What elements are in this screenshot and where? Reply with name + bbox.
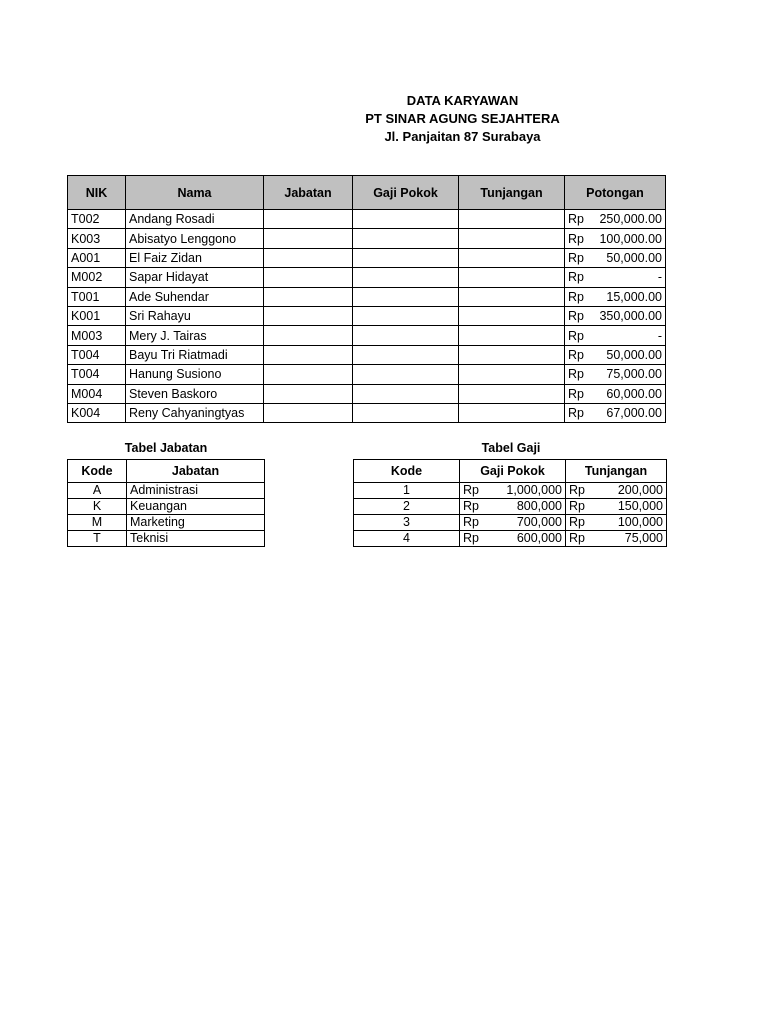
jabatan-cell — [264, 210, 353, 229]
currency-label: Rp — [463, 499, 479, 513]
nik-cell: T002 — [68, 210, 126, 229]
potongan-value — [568, 210, 662, 228]
jabatan-cell — [264, 306, 353, 325]
jabatan-cell — [264, 345, 353, 364]
kode-cell: 4 — [354, 531, 460, 547]
nik-cell: T004 — [68, 345, 126, 364]
gaji-pokok-cell — [353, 345, 459, 364]
gaji-pokok-cell — [353, 268, 459, 287]
gaji-pokok-amount: 600,000 — [516, 531, 562, 545]
nik-cell: T004 — [68, 365, 126, 384]
tunjangan-cell — [459, 306, 565, 325]
tunjangan-value — [569, 483, 663, 498]
gaji-pokok-cell — [460, 499, 566, 515]
gaji-pokok-value — [463, 483, 562, 498]
company-name: PT SINAR AGUNG SEJAHTERA — [365, 111, 560, 126]
potongan-value — [568, 404, 662, 422]
potongan-value — [568, 249, 662, 267]
kode-cell: T — [68, 531, 127, 547]
tunjangan-value — [569, 499, 663, 514]
currency-label: Rp — [568, 231, 584, 246]
potongan-value — [568, 230, 662, 248]
potongan-cell — [565, 287, 666, 306]
nama-cell: Hanung Susiono — [126, 365, 264, 384]
nama-cell: Sapar Hidayat — [126, 268, 264, 287]
currency-label: Rp — [568, 367, 584, 382]
nama-cell: Steven Baskoro — [126, 384, 264, 403]
employee-table — [67, 175, 666, 423]
nik-cell: M003 — [68, 326, 126, 345]
gaji-pokok-cell — [353, 306, 459, 325]
jabatan-cell — [264, 403, 353, 422]
potongan-cell — [565, 365, 666, 384]
gaji-pokok-cell — [460, 515, 566, 531]
jabatan-cell: Keuangan — [127, 499, 265, 515]
kode-cell: 3 — [354, 515, 460, 531]
document-title: DATA KARYAWAN — [406, 93, 519, 108]
jabatan-cell: Administrasi — [127, 483, 265, 499]
gaji-pokok-cell — [353, 326, 459, 345]
nik-cell: M002 — [68, 268, 126, 287]
tunjangan-cell — [459, 268, 565, 287]
nama-cell: El Faiz Zidan — [126, 248, 264, 267]
currency-label: Rp — [463, 515, 479, 529]
potongan-cell — [565, 229, 666, 248]
gaji-pokok-amount: 800,000 — [516, 499, 562, 513]
table-row — [68, 268, 666, 287]
potongan-cell — [565, 345, 666, 364]
currency-label: Rp — [568, 270, 584, 285]
currency-label: Rp — [568, 347, 584, 362]
potongan-amount: - — [657, 270, 662, 285]
tabel-jabatan-header — [68, 460, 265, 483]
gaji-pokok-cell — [353, 287, 459, 306]
col-header-tunjangan: Tunjangan — [459, 176, 565, 210]
table-row — [68, 515, 265, 531]
gaji-pokok-cell — [353, 229, 459, 248]
kode-cell: K — [68, 499, 127, 515]
col-header-gaji-pokok: Gaji Pokok — [460, 460, 566, 483]
potongan-amount: 15,000.00 — [606, 289, 662, 304]
table-row — [68, 499, 265, 515]
currency-label: Rp — [463, 483, 479, 497]
col-header-nama: Nama — [126, 176, 264, 210]
currency-label: Rp — [568, 309, 584, 324]
nama-cell: Andang Rosadi — [126, 210, 264, 229]
currency-label: Rp — [568, 328, 584, 343]
currency-label: Rp — [568, 406, 584, 421]
currency-label: Rp — [568, 386, 584, 401]
tunjangan-amount: 100,000 — [617, 515, 663, 529]
potongan-value — [568, 307, 662, 325]
tunjangan-cell — [459, 287, 565, 306]
potongan-amount: 250,000.00 — [599, 212, 662, 227]
tunjangan-cell — [459, 403, 565, 422]
table-row — [68, 531, 265, 547]
tunjangan-cell — [459, 210, 565, 229]
potongan-cell — [565, 210, 666, 229]
col-header-nik: NIK — [68, 176, 126, 210]
tunjangan-cell — [566, 531, 667, 547]
nik-cell: A001 — [68, 248, 126, 267]
kode-cell: 2 — [354, 499, 460, 515]
tunjangan-amount: 200,000 — [617, 483, 663, 497]
nama-cell: Sri Rahayu — [126, 306, 264, 325]
nama-cell: Mery J. Tairas — [126, 326, 264, 345]
gaji-pokok-cell — [353, 384, 459, 403]
gaji-pokok-amount: 1,000,000 — [506, 483, 562, 497]
gaji-pokok-cell — [353, 365, 459, 384]
jabatan-cell: Marketing — [127, 515, 265, 531]
tunjangan-value — [569, 515, 663, 530]
nik-cell: K001 — [68, 306, 126, 325]
tabel-gaji — [353, 459, 667, 547]
table-row — [68, 326, 666, 345]
tabel-jabatan — [67, 459, 265, 547]
currency-label: Rp — [463, 531, 479, 545]
tunjangan-cell — [459, 248, 565, 267]
nama-cell: Bayu Tri Riatmadi — [126, 345, 264, 364]
kode-cell: A — [68, 483, 127, 499]
potongan-cell — [565, 248, 666, 267]
currency-label: Rp — [569, 499, 585, 513]
nama-cell: Reny Cahyaningtyas — [126, 403, 264, 422]
gaji-pokok-cell — [353, 210, 459, 229]
gaji-pokok-cell — [353, 403, 459, 422]
currency-label: Rp — [569, 515, 585, 529]
table-row — [68, 403, 666, 422]
gaji-pokok-amount: 700,000 — [516, 515, 562, 529]
potongan-cell — [565, 384, 666, 403]
potongan-amount: 50,000.00 — [606, 250, 662, 265]
gaji-pokok-value — [463, 515, 562, 530]
currency-label: Rp — [568, 289, 584, 304]
table-row — [68, 365, 666, 384]
jabatan-cell — [264, 365, 353, 384]
potongan-amount: 75,000.00 — [606, 367, 662, 382]
potongan-amount: - — [657, 328, 662, 343]
potongan-amount: 100,000.00 — [599, 231, 662, 246]
table-row — [68, 306, 666, 325]
col-header-potongan: Potongan — [565, 176, 666, 210]
col-header-jabatan: Jabatan — [127, 460, 265, 483]
gaji-pokok-cell — [460, 531, 566, 547]
currency-label: Rp — [568, 212, 584, 227]
tunjangan-cell — [459, 345, 565, 364]
potongan-value — [568, 288, 662, 306]
table-row — [68, 248, 666, 267]
potongan-amount: 50,000.00 — [606, 347, 662, 362]
table-row — [68, 229, 666, 248]
gaji-pokok-cell — [460, 483, 566, 499]
tunjangan-cell — [459, 384, 565, 403]
company-address: Jl. Panjaitan 87 Surabaya — [384, 129, 541, 144]
jabatan-cell — [264, 248, 353, 267]
potongan-value — [568, 268, 662, 286]
col-header-kode: Kode — [68, 460, 127, 483]
table-row — [354, 531, 667, 547]
col-header-jabatan: Jabatan — [264, 176, 353, 210]
col-header-kode: Kode — [354, 460, 460, 483]
currency-label: Rp — [568, 250, 584, 265]
tunjangan-cell — [566, 499, 667, 515]
jabatan-cell — [264, 287, 353, 306]
potongan-value — [568, 346, 662, 364]
potongan-cell — [565, 326, 666, 345]
potongan-amount: 60,000.00 — [606, 386, 662, 401]
jabatan-cell: Teknisi — [127, 531, 265, 547]
nama-cell: Ade Suhendar — [126, 287, 264, 306]
gaji-pokok-value — [463, 499, 562, 514]
currency-label: Rp — [569, 531, 585, 545]
table-row — [354, 515, 667, 531]
table-row — [68, 210, 666, 229]
tunjangan-amount: 75,000 — [624, 531, 663, 545]
tabel-gaji-header — [354, 460, 667, 483]
nik-cell: K003 — [68, 229, 126, 248]
col-header-tunjangan: Tunjangan — [566, 460, 667, 483]
jabatan-cell — [264, 326, 353, 345]
gaji-pokok-cell — [353, 248, 459, 267]
potongan-cell — [565, 268, 666, 287]
potongan-value — [568, 327, 662, 345]
tabel-gaji-title: Tabel Gaji — [481, 441, 541, 455]
jabatan-cell — [264, 268, 353, 287]
jabatan-cell — [264, 229, 353, 248]
jabatan-cell — [264, 384, 353, 403]
potongan-amount: 350,000.00 — [599, 309, 662, 324]
tunjangan-cell — [566, 483, 667, 499]
document-header — [0, 92, 768, 146]
tunjangan-cell — [459, 365, 565, 384]
gaji-pokok-value — [463, 531, 562, 546]
potongan-value — [568, 365, 662, 383]
tunjangan-value — [569, 531, 663, 546]
table-row — [68, 345, 666, 364]
potongan-amount: 67,000.00 — [606, 406, 662, 421]
potongan-cell — [565, 403, 666, 422]
col-header-gaji-pokok: Gaji Pokok — [353, 176, 459, 210]
nik-cell: M004 — [68, 384, 126, 403]
nik-cell: K004 — [68, 403, 126, 422]
nik-cell: T001 — [68, 287, 126, 306]
table-row — [354, 499, 667, 515]
tabel-jabatan-title: Tabel Jabatan — [124, 441, 208, 455]
employee-table-header — [68, 176, 666, 210]
tunjangan-amount: 150,000 — [617, 499, 663, 513]
nama-cell: Abisatyo Lenggono — [126, 229, 264, 248]
table-row — [68, 287, 666, 306]
potongan-value — [568, 385, 662, 403]
kode-cell: 1 — [354, 483, 460, 499]
currency-label: Rp — [569, 483, 585, 497]
table-row — [68, 483, 265, 499]
tunjangan-cell — [459, 229, 565, 248]
tunjangan-cell — [566, 515, 667, 531]
potongan-cell — [565, 306, 666, 325]
table-row — [354, 483, 667, 499]
tunjangan-cell — [459, 326, 565, 345]
table-row — [68, 384, 666, 403]
kode-cell: M — [68, 515, 127, 531]
